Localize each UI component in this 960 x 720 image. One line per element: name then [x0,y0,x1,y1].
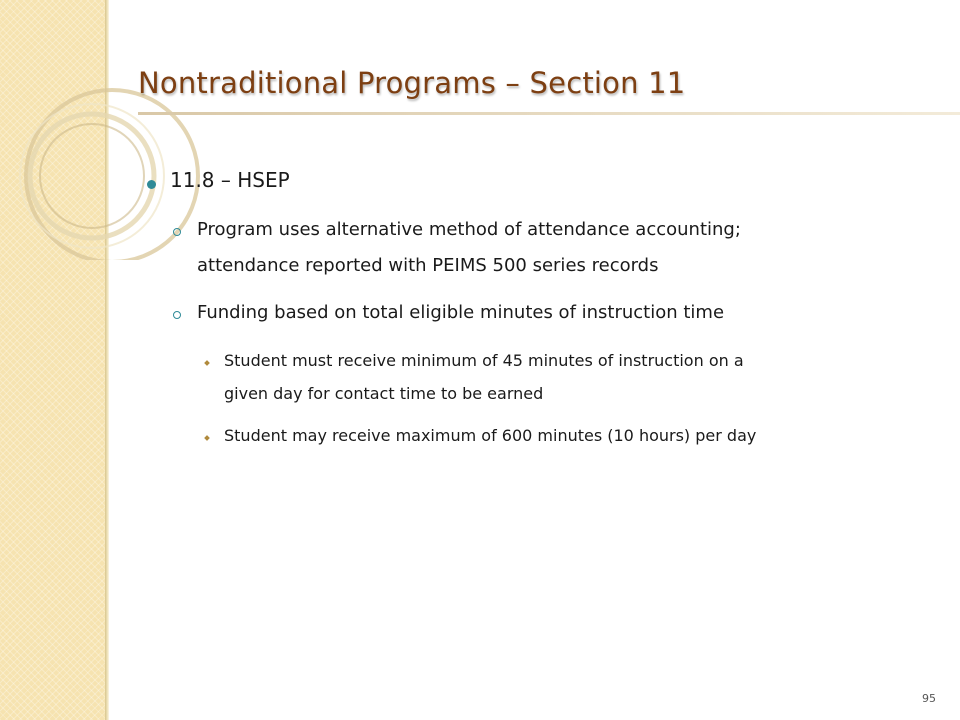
bullet-dot-icon [147,180,156,189]
bullet-diamond-icon [204,435,210,441]
bullet-level1: 11.8 – HSEP [170,168,290,192]
slide-title: Nontraditional Programs – Section 11 [138,66,686,100]
bullet-level2-line: attendance reported with PEIMS 500 series records [197,255,659,276]
bullet-level2-line: Program uses alternative method of attendance accounting; [197,219,741,240]
bullet-ring-icon [173,228,181,236]
bullet-level2-line: Funding based on total eligible minutes of instruction time [197,302,725,323]
bullet-ring-icon [173,311,181,319]
page-number: 95 [922,692,936,705]
bullet-level3-line: given day for contact time to be earned [224,384,544,403]
bullet-level3-line: Student must receive minimum of 45 minutes of instruction on a [224,351,744,370]
bullet-diamond-icon [204,360,210,366]
bullet-level3-line: Student may receive maximum of 600 minutes (10 hours) per day [224,426,757,445]
